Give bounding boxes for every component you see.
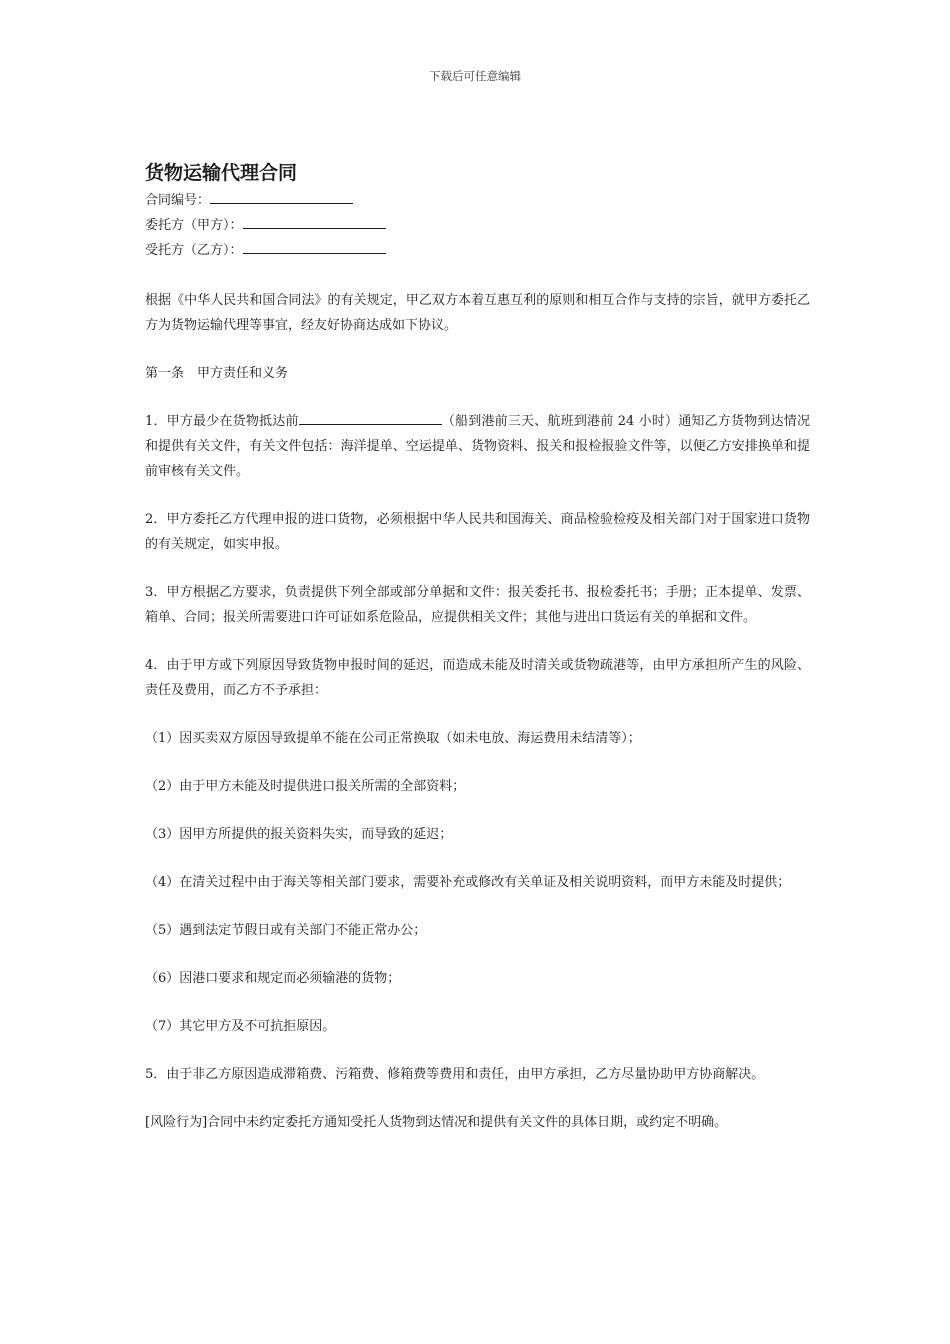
document-body — [145, 160, 810, 1135]
sub-clause-2: （2）由于甲方未能及时提供进口报关所需的全部资料； — [145, 779, 466, 794]
document-title: 货物运输代理合同 — [145, 162, 298, 184]
agent-blank — [243, 239, 386, 254]
contract-number-blank — [210, 189, 353, 204]
contract-number-label: 合同编号： — [145, 193, 211, 208]
arrival-date-blank — [299, 410, 442, 425]
clause-5: 5．由于非乙方原因造成滞箱费、污箱费、修箱费等费用和责任，由甲方承担，乙方尽量协助甲方协商解决。 — [145, 1067, 765, 1082]
client-label: 委托方（甲方）： — [145, 218, 243, 233]
sub-clause-4: （4）在清关过程中由于海关等相关部门要求，需要补充或修改有关单证及相关说明资料，而甲方未能及时提供； — [145, 875, 791, 890]
sub-clause-3: （3）因甲方所提供的报关资料失实，而导致的延迟； — [145, 827, 453, 842]
clause-1 — [145, 409, 810, 484]
sub-clause-1: （1）因买卖双方原因导致提单不能在公司正常换取（如未电放、海运费用未结清等）； — [145, 731, 641, 746]
agent-line — [145, 238, 810, 263]
clause-1-pre: 1．甲方最少在货物抵达前 — [145, 414, 299, 429]
client-line — [145, 213, 810, 238]
intro-paragraph: 根据《中华人民共和国合同法》的有关规定，甲乙双方本着互惠互利的原则和相互合作与支持的宗旨，就甲方委托乙方为货物运输代理等事宜，经友好协商达成如下协议。 — [145, 293, 810, 333]
clause-4: 4．由于甲方或下列原因导致货物申报时间的延迟，而造成未能及时清关或货物疏港等，由甲方承担所产生的风险、责任及费用，而乙方不予承担： — [145, 658, 810, 698]
clause-2: 2．甲方委托乙方代理申报的进口货物，必须根据中华人民共和国海关、商品检验检疫及相关部门对于国家进口货物的有关规定，如实申报。 — [145, 512, 810, 552]
risk-note: [风险行为]合同中未约定委托方通知受托人货物到达情况和提供有关文件的具体日期，或约定不明确。 — [145, 1115, 728, 1130]
header-note: 下载后可任意编辑 — [429, 69, 521, 83]
sub-clause-6: （6）因港口要求和规定而必须输港的货物； — [145, 971, 401, 986]
contract-number-line — [145, 188, 810, 213]
clause-3: 3．甲方根据乙方要求，负责提供下列全部或部分单据和文件：报关委托书、报检委托书；手册；正本提单、发票、箱单、合同；报关所需要进口许可证如系危险品，应提供相关文件；其他与进出口货运有关的单据和文件。 — [145, 585, 810, 625]
clause-1-post: （船到港前三天、航班到港前 24 小时）通知乙方货物到达情况和提供有关文件，有关文件包括：海洋提单、空运提单、货物资料、报关和报检报验文件等，以便乙方安排换单和提前审核有关文件。 — [145, 414, 810, 479]
sub-clause-7: （7）其它甲方及不可抗拒原因。 — [145, 1019, 336, 1034]
agent-label: 受托方（乙方）： — [145, 243, 243, 258]
article-1-heading: 第一条 甲方责任和义务 — [145, 366, 289, 381]
client-blank — [243, 214, 386, 229]
sub-clause-5: （5）遇到法定节假日或有关部门不能正常办公； — [145, 923, 427, 938]
